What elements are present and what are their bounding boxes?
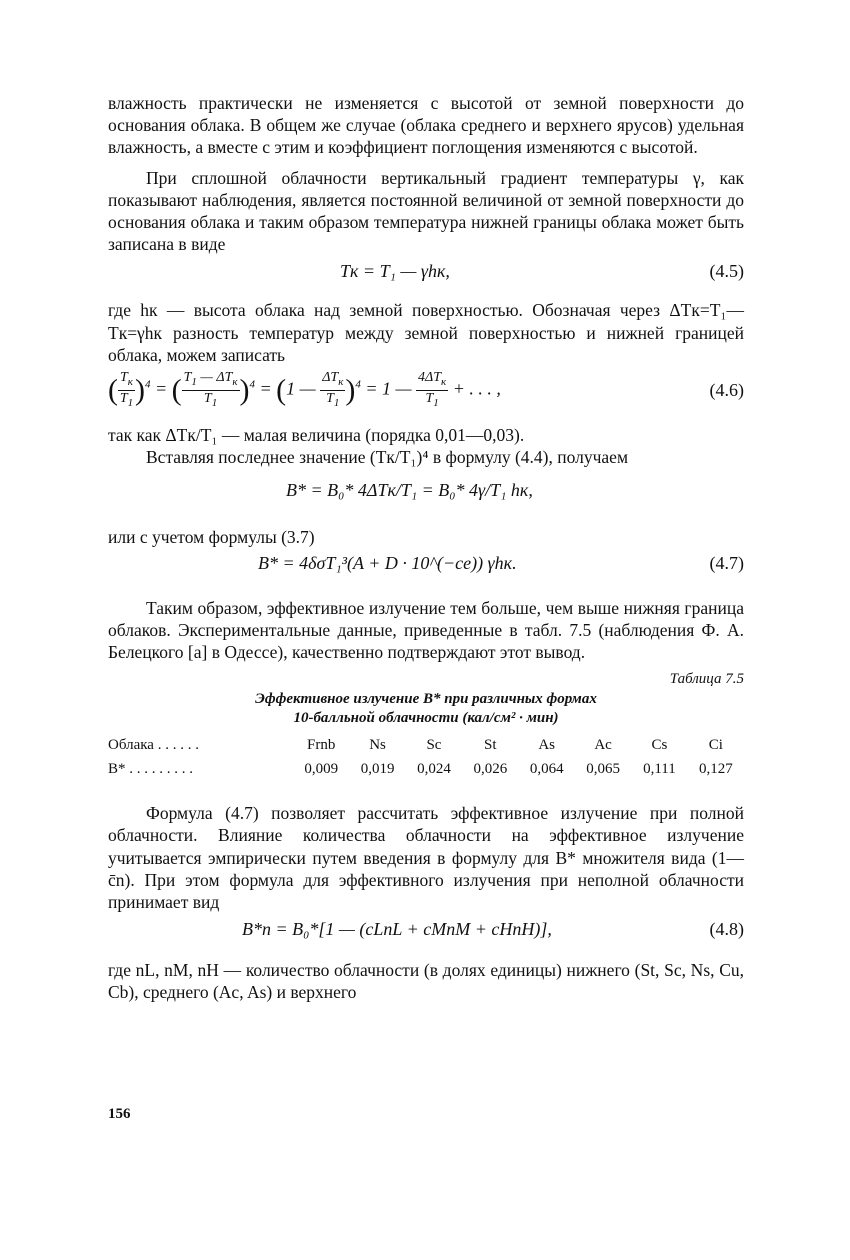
table-cell: 0,024 — [417, 761, 451, 778]
paragraph-3: где hк — высота облака над земной поверхностью. Обозначая через ΔTк=T₁—Tк=γhк разность температур между земной поверхностью и нижней границей облака, можем записать — [108, 300, 744, 365]
formula-4-6 — [108, 370, 744, 416]
paragraph-8: Формула (4.7) позволяет рассчитать эффективное излучение при полной облачности. Влияние количества облачности на эффективное излучение учитывается эмпирически путем введения в формулу для B* множителя вида (1—c̄n). При этом формула для эффективного излучения при неполной облачности принимает вид — [108, 803, 744, 913]
paragraph-5: Вставляя последнее значение (Tк/T₁)⁴ в формулу (4.4), получаем — [146, 447, 629, 468]
formula-4-5-number: (4.5) — [709, 261, 744, 282]
table-title-line-2: 10-балльной облачности (кал/см² · мин) — [293, 710, 559, 727]
table-caption: Таблица 7.5 — [669, 671, 744, 688]
table-cell: 0,064 — [529, 761, 564, 778]
formula-4-5 — [108, 259, 744, 289]
table-cell: Sc — [426, 737, 442, 754]
table-cell: 0,065 — [586, 761, 620, 778]
table-row-values — [108, 758, 744, 780]
formula-b-star-body: B* = B₀* 4ΔTк/T₁ = B₀* 4γ/T₁ hк, — [286, 480, 533, 501]
formula-4-6-tail: + . . . , — [452, 378, 501, 399]
table-cell: Frnb — [307, 737, 336, 754]
table-row-label: Облака . . . . . . — [108, 737, 199, 754]
paragraph-6: или с учетом формулы (3.7) — [108, 527, 315, 548]
table-cell: 0,026 — [473, 761, 508, 778]
formula-4-7-number: (4.7) — [709, 552, 744, 573]
table-cell: St — [484, 737, 497, 754]
formula-4-6-body: ( $\frac{T_к}{T_1}$ )$^4$ = ( $\frac{T_1 — \Delta T_к}{T_1}$ )$^4$ = (1 — $\frac{\Delta T_к}{T_1}$ )$^4$ = 1 — $\frac{4\Delta T_к}{T_1}$ + . . . , — [108, 370, 501, 409]
table-row-label: B* . . . . . . . . . — [108, 761, 194, 778]
formula-b-star — [108, 472, 744, 522]
table-cell: Cs — [651, 737, 668, 754]
table-cell: Ac — [594, 737, 612, 754]
table-title-line-1: Эффективное излучение B* при различных формах — [255, 691, 597, 708]
table-cell: 0,127 — [698, 761, 733, 778]
paragraph-9: где nL, nM, nH — количество облачности (в долях единицы) нижнего (St, Sc, Ns, Cu, Cb), среднего (Ac, As) и верхнего — [108, 960, 744, 1003]
paragraph-4: так как ΔTк/T₁ — малая величина (порядка 0,01—0,03). — [108, 425, 525, 446]
page-content — [108, 92, 744, 1004]
table-cell: As — [538, 737, 556, 754]
table-row-clouds — [108, 734, 744, 756]
table-cell: 0,111 — [643, 761, 676, 778]
table-cell: Ci — [708, 737, 723, 754]
table-cell: 0,009 — [304, 761, 339, 778]
formula-4-5-body: Tк = T₁ — γhк, — [340, 261, 450, 282]
paragraph-2: При сплошной облачности вертикальный градиент температуры γ, как показывают наблюдения, является постоянной величиной от земной поверхности до основания облака и таким образом температура нижней границы облака может быть записана в виде — [108, 167, 744, 255]
paragraph-7: Таким образом, эффективное излучение тем больше, чем выше нижняя граница облаков. Экспериментальные данные, приведенные в табл. 7.5 (наблюдения Ф. А. Белецкого [а] в Одессе), качественно подтверждают этот вывод. — [108, 597, 744, 663]
formula-4-8 — [108, 917, 744, 947]
formula-4-7 — [108, 551, 744, 581]
formula-4-6-number: (4.6) — [709, 380, 744, 401]
formula-4-8-number: (4.8) — [709, 919, 744, 940]
page-number: 156 — [108, 1106, 131, 1122]
formula-4-7-body: B* = 4δσT₁³(A + D · 10^(−ce)) γhк. — [258, 552, 517, 573]
table-cell: 0,019 — [360, 761, 395, 778]
table-cell: Ns — [369, 737, 386, 754]
paragraph-1: влажность практически не изменяется с высотой от земной поверхности до основания облака. В общем же случае (облака среднего и верхнего ярусов) удельная влажность, а вместе с этим и коэффициент поглощения изменяются с высотой. — [108, 93, 744, 158]
formula-4-8-body: B*n = B₀*[1 — (cLnL + cMnM + cHnH)], — [242, 919, 552, 940]
